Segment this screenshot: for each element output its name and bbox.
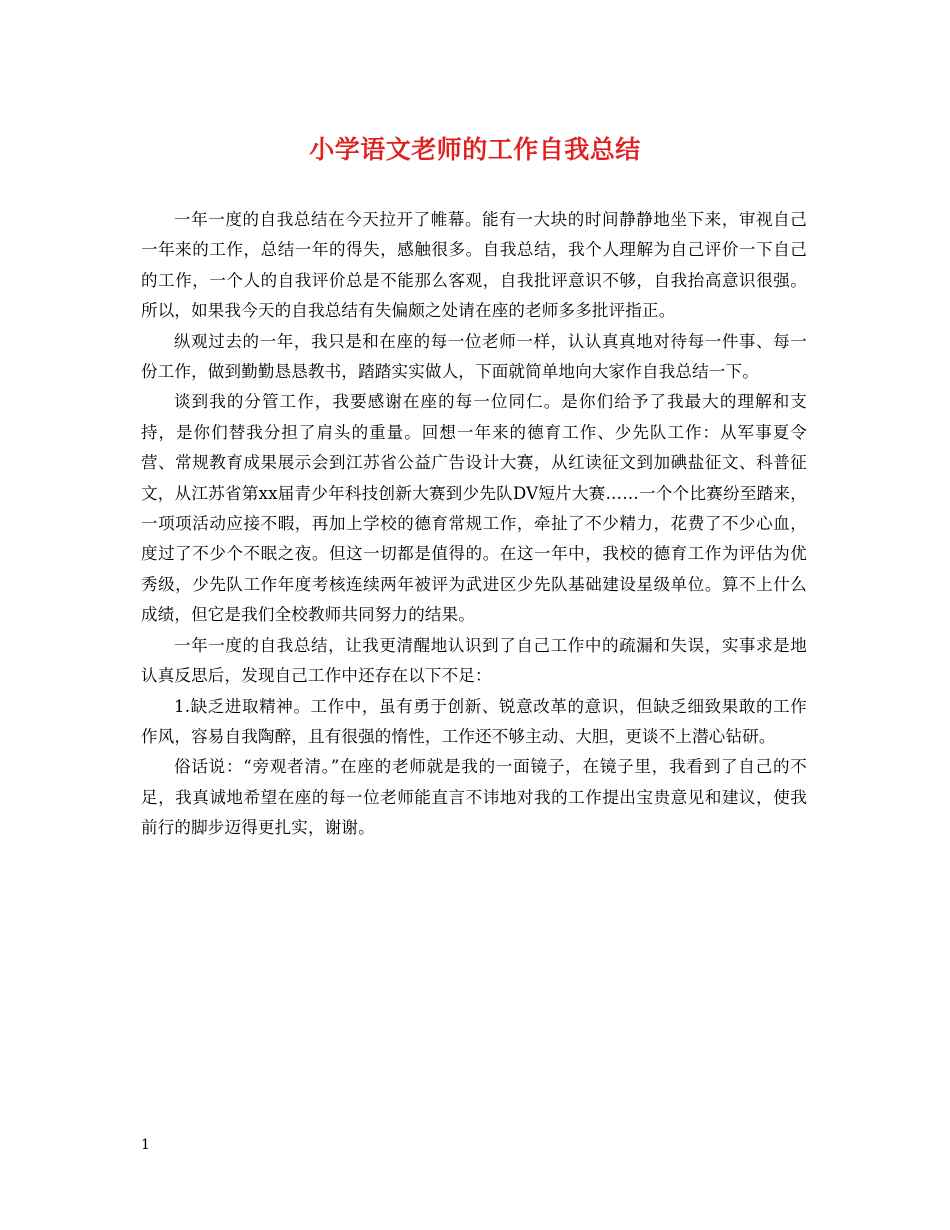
paragraph-intro: 一年一度的自我总结在今天拉开了帷幕。能有一大块的时间静静地坐下来，审视自己一年来的工作，总结一年的得失，感触很多。自我总结，我个人理解为自己评价一下自己的工作，一个人的自我评价总是不能那么客观，自我批评意识不够，自我抬高意识很强。所以，如果我今天的自我总结有失偏颇之处请在座的老师多多批评指正。 (141, 210, 807, 321)
document-body (141, 205, 807, 844)
document-title: 小学语文老师的工作自我总结 (309, 135, 641, 164)
paragraph-shortcoming: 1.缺乏进取精神。工作中，虽有勇于创新、锐意改革的意识，但缺乏细致果敢的工作作风，容易自我陶醉，且有很强的惰性，工作还不够主动、大胆，更谈不上潜心钻研。 (141, 696, 807, 746)
page-number: 1 (141, 1137, 150, 1153)
paragraph-review: 纵观过去的一年，我只是和在座的每一位老师一样，认认真真地对待每一件事、每一份工作，做到勤勤恳恳教书，踏踏实实做人，下面就简单地向大家作自我总结一下。 (141, 331, 807, 382)
paragraph-reflection: 一年一度的自我总结，让我更清醒地认识到了自己工作中的疏漏和失误，实事求是地认真反思后，发现自己工作中还存在以下不足： (141, 635, 807, 686)
paragraph-closing: 俗话说：“旁观者清。”在座的老师就是我的一面镜子，在镜子里，我看到了自己的不足，我真诚地希望在座的每一位老师能直言不讳地对我的工作提出宝贵意见和建议，使我前行的脚步迈得更扎实，谢谢。 (141, 757, 807, 838)
paragraph-work: 谈到我的分管工作，我要感谢在座的每一位同仁。是你们给予了我最大的理解和支持，是你们替我分担了肩头的重量。回想一年来的德育工作、少先队工作：从军事夏令营、常规教育成果展示会到江苏省公益广告设计大赛，从红读征文到加碘盐征文、科普征文，从江苏省第xx届青少年科技创新大赛到少先队DV短片大赛……一个个比赛纷至踏来，一项项活动应接不暇，再加上学校的德育常规工作，牵扯了不少精力，花费了不少心血，度过了不少个不眠之夜。但这一切都是值得的。在这一年中，我校的德育工作为评估为优秀级，少先队工作年度考核连续两年被评为武进区少先队基础建设星级单位。算不上什么成绩，但它是我们全校教师共同努力的结果。 (141, 392, 807, 625)
